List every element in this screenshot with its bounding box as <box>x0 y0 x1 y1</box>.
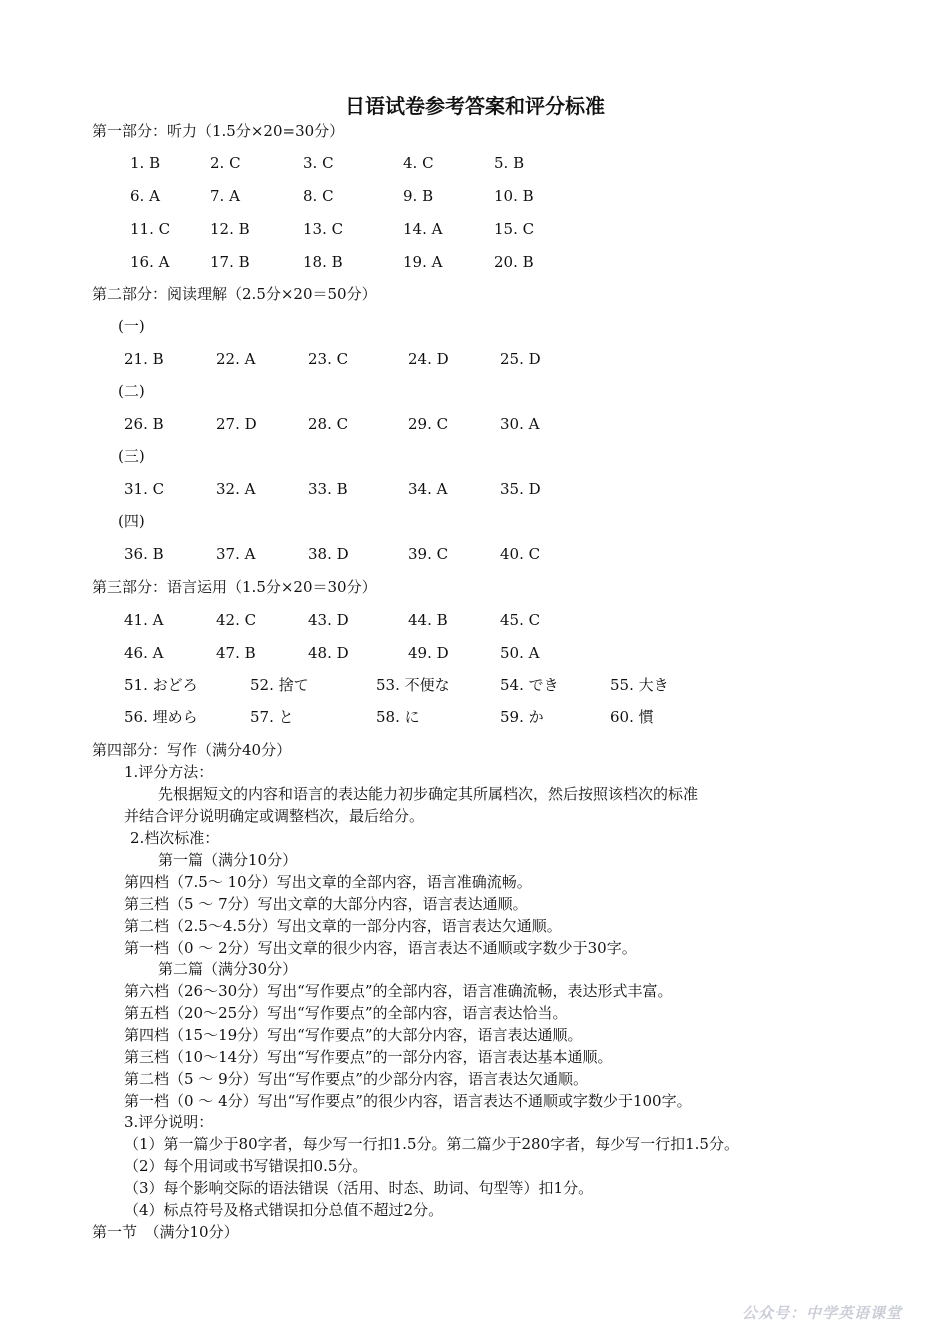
note-line: （2）每个用词或书写错误扣0.5分。 <box>124 1157 368 1175</box>
section-label: (三) <box>118 447 145 465</box>
level-line: 第四档（7.5～ 10分）写出文章的全部内容，语言准确流畅。 <box>124 873 532 891</box>
section-label: (一) <box>118 317 145 335</box>
level-line: 第五档（20～25分）写出“写作要点”的全部内容，语言表达恰当。 <box>124 1004 568 1022</box>
notes-title: 3.评分说明： <box>124 1113 214 1131</box>
fill-answer-item: 56. 埋めら <box>124 708 198 726</box>
level-line: 第一档（0 ～ 2分）写出文章的很少内容，语言表达不通顺或字数少于30字。 <box>124 939 637 957</box>
answer-item: 21. B <box>124 350 164 368</box>
answer-item: 39. C <box>408 545 449 563</box>
watermark: 公众号：中学英语课堂 <box>741 1304 902 1322</box>
answer-item: 11. C <box>130 220 171 238</box>
answer-item: 36. B <box>124 545 164 563</box>
answer-item: 38. D <box>308 545 349 563</box>
answer-item: 12. B <box>210 220 250 238</box>
answer-item: 28. C <box>308 415 349 433</box>
method-line-1: 先根据短文的内容和语言的表达能力初步确定其所属档次，然后按照该档次的标准 <box>158 785 699 803</box>
note-line: （3）每个影响交际的语法错误（活用、时态、助词、句型等）扣1分。 <box>124 1179 594 1197</box>
note-line: （4）标点符号及格式错误扣分总值不超过2分。 <box>124 1201 444 1219</box>
answer-item: 32. A <box>216 480 256 498</box>
level-line: 第二档（5 ～ 9分）写出“写作要点”的少部分内容，语言表达欠通顺。 <box>124 1070 588 1088</box>
section1-heading: 第一节 （满分10分） <box>92 1223 239 1241</box>
fill-answer-item: 60. 慣 <box>610 708 654 726</box>
level-line: 第三档（10～14分）写出“写作要点”的一部分内容，语言表达基本通顺。 <box>124 1048 613 1066</box>
answer-item: 10. B <box>494 187 534 205</box>
fill-answer-item: 52. 捨て <box>250 676 309 694</box>
answer-item: 26. B <box>124 415 164 433</box>
answer-item: 46. A <box>124 644 164 662</box>
answer-item: 50. A <box>500 644 540 662</box>
answer-item: 9. B <box>403 187 434 205</box>
fill-answer-item: 55. 大き <box>610 676 669 694</box>
answer-item: 3. C <box>303 154 334 172</box>
answer-item: 22. A <box>216 350 256 368</box>
answer-item: 43. D <box>308 611 349 629</box>
level-line: 第四档（15～19分）写出“写作要点”的大部分内容，语言表达通顺。 <box>124 1026 583 1044</box>
answer-item: 18. B <box>303 253 343 271</box>
answer-item: 23. C <box>308 350 349 368</box>
fill-answer-item: 51. おどろ <box>124 676 198 694</box>
answer-item: 6. A <box>130 187 160 205</box>
answer-item: 17. B <box>210 253 250 271</box>
fill-answer-item: 53. 不便な <box>376 676 450 694</box>
answer-item: 45. C <box>500 611 541 629</box>
answer-item: 41. A <box>124 611 164 629</box>
part1-heading: 第一部分：听力（1.5分×20=30分） <box>92 122 345 140</box>
answer-item: 5. B <box>494 154 525 172</box>
level-line: 第一档（0 ～ 4分）写出“写作要点”的很少内容，语言表达不通顺或字数少于100字。 <box>124 1092 692 1110</box>
method-title: 1.评分方法： <box>124 763 214 781</box>
fill-answer-item: 57. と <box>250 708 294 726</box>
part2-heading: 第二部分：阅读理解（2.5分×20＝50分） <box>92 285 377 303</box>
answer-item: 13. C <box>303 220 344 238</box>
answer-item: 47. B <box>216 644 256 662</box>
answer-item: 31. C <box>124 480 165 498</box>
part4-heading: 第四部分：写作（满分40分） <box>92 741 292 759</box>
answer-item: 24. D <box>408 350 449 368</box>
essay2-title: 第二篇（满分30分） <box>158 960 298 978</box>
answer-item: 14. A <box>403 220 443 238</box>
level-line: 第二档（2.5～4.5分）写出文章的一部分内容，语言表达欠通顺。 <box>124 917 562 935</box>
answer-item: 40. C <box>500 545 541 563</box>
answer-item: 4. C <box>403 154 434 172</box>
answer-item: 48. D <box>308 644 349 662</box>
answer-item: 2. C <box>210 154 241 172</box>
section-label: (二) <box>118 382 145 400</box>
level-line: 第三档（5 ～ 7分）写出文章的大部分内容，语言表达通顺。 <box>124 895 528 913</box>
answer-item: 33. B <box>308 480 348 498</box>
level-line: 第六档（26～30分）写出“写作要点”的全部内容，语言准确流畅，表达形式丰富。 <box>124 982 673 1000</box>
answer-item: 27. D <box>216 415 257 433</box>
fill-answer-item: 59. か <box>500 708 544 726</box>
part3-heading: 第三部分：语言运用（1.5分×20＝30分） <box>92 578 377 596</box>
answer-item: 37. A <box>216 545 256 563</box>
section-label: (四) <box>118 512 145 530</box>
answer-item: 15. C <box>494 220 535 238</box>
answer-item: 16. A <box>130 253 170 271</box>
answer-item: 8. C <box>303 187 334 205</box>
answer-item: 1. B <box>130 154 161 172</box>
essay1-title: 第一篇（满分10分） <box>158 851 298 869</box>
answer-item: 49. D <box>408 644 449 662</box>
note-line: （1）第一篇少于80字者，每少写一行扣1.5分。第二篇少于280字者，每少写一行扣1.5分。 <box>124 1135 739 1153</box>
answer-item: 35. D <box>500 480 541 498</box>
answer-item: 34. A <box>408 480 448 498</box>
answer-item: 42. C <box>216 611 257 629</box>
answer-item: 7. A <box>210 187 240 205</box>
answer-item: 25. D <box>500 350 541 368</box>
answer-item: 30. A <box>500 415 540 433</box>
method-line-2: 并结合评分说明确定或调整档次，最后给分。 <box>124 807 425 825</box>
fill-answer-item: 54. でき <box>500 676 559 694</box>
answer-item: 20. B <box>494 253 534 271</box>
answer-item: 44. B <box>408 611 448 629</box>
fill-answer-item: 58. に <box>376 708 420 726</box>
levels-title: 2.档次标准： <box>130 829 220 847</box>
answer-item: 29. C <box>408 415 449 433</box>
page-title: 日语试卷参考答案和评分标准 <box>345 94 605 118</box>
answer-item: 19. A <box>403 253 443 271</box>
